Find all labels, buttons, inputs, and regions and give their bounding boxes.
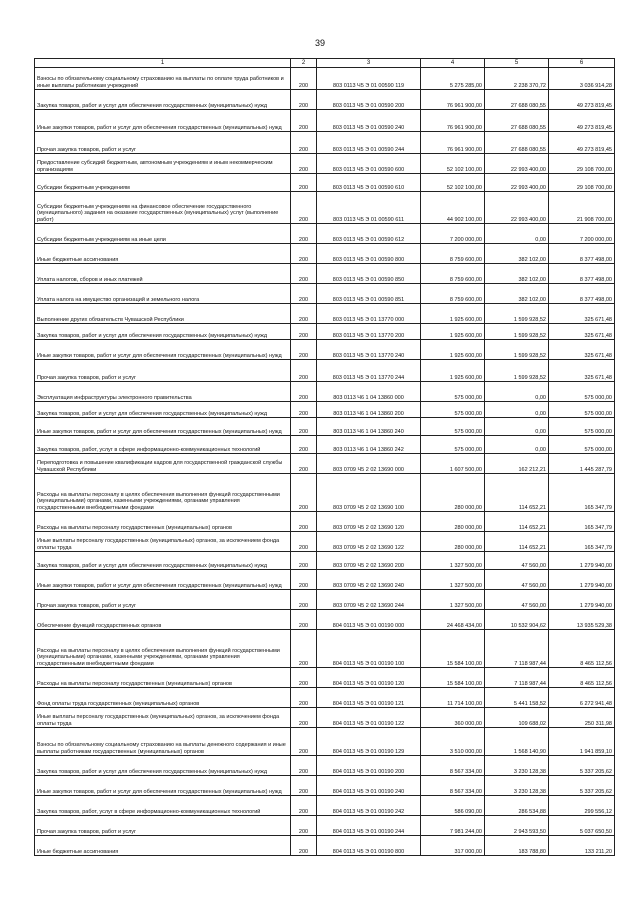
table-cell-code: 803 0113 Ч5 Э 01 00590 851 (317, 284, 421, 304)
table-cell-code: 803 0709 Ч5 2 02 13690 120 (317, 512, 421, 532)
table-cell-approved: 1 925 600,00 (421, 304, 485, 324)
table-row (35, 708, 615, 728)
table-cell-name: Иные бюджетные ассигнования (35, 836, 291, 856)
table-cell-remaining: 250 311,98 (549, 708, 615, 728)
table-cell-name: Субсидии бюджетным учреждениям на финансовое обеспечение государственного (муниципального) задания на оказание государственных (муниципальных) услуг (выполнение работ) (35, 192, 291, 224)
table-row (35, 264, 615, 284)
table-cell-approved: 7 981 244,00 (421, 816, 485, 836)
table-cell-section: 200 (291, 610, 317, 630)
table-cell-section: 200 (291, 244, 317, 264)
table-cell-approved: 8 567 334,00 (421, 776, 485, 796)
table-cell-approved: 76 961 900,00 (421, 110, 485, 132)
table-cell-approved: 24 468 434,00 (421, 610, 485, 630)
table-cell-code: 803 0113 Ч6 1 04 13860 200 (317, 402, 421, 418)
table-cell-executed: 0,00 (485, 436, 549, 454)
table-cell-executed: 0,00 (485, 402, 549, 418)
table-cell-approved: 575 000,00 (421, 436, 485, 454)
table-cell-remaining: 5 037 650,50 (549, 816, 615, 836)
table-cell-approved: 8 567 334,00 (421, 756, 485, 776)
table-cell-remaining: 165 347,79 (549, 474, 615, 512)
table-cell-approved: 8 759 600,00 (421, 244, 485, 264)
table-cell-executed: 7 118 987,44 (485, 630, 549, 668)
table-cell-section: 200 (291, 340, 317, 360)
table-cell-code: 803 0709 Ч5 2 02 13690 122 (317, 532, 421, 552)
table-cell-name: Иные закупки товаров, работ и услуг для обеспечения государственных (муниципальных) нужд (35, 340, 291, 360)
table-cell-section: 200 (291, 688, 317, 708)
table-cell-code: 803 0113 Ч5 Э 01 13770 200 (317, 324, 421, 340)
table-cell-remaining: 1 941 859,10 (549, 728, 615, 756)
table-cell-executed: 114 652,21 (485, 532, 549, 552)
table-cell-remaining: 29 108 700,00 (549, 154, 615, 174)
table-row (35, 728, 615, 756)
table-cell-code: 804 0113 Ч5 Э 01 00190 122 (317, 708, 421, 728)
table-cell-remaining: 1 279 940,00 (549, 570, 615, 590)
table-cell-code: 803 0113 Ч5 Э 01 00590 119 (317, 68, 421, 90)
table-cell-code: 803 0113 Ч6 1 04 13860 240 (317, 418, 421, 436)
table-cell-code: 803 0113 Ч6 1 04 13860 242 (317, 436, 421, 454)
table-cell-code: 803 0113 Ч5 Э 01 00590 200 (317, 90, 421, 110)
table-row (35, 110, 615, 132)
table-cell-section: 200 (291, 570, 317, 590)
table-cell-approved: 52 102 100,00 (421, 174, 485, 192)
table-row (35, 418, 615, 436)
table-cell-remaining: 133 211,20 (549, 836, 615, 856)
table-cell-executed: 27 688 080,55 (485, 90, 549, 110)
table-row (35, 816, 615, 836)
table-cell-code: 804 0113 Ч5 Э 01 00190 240 (317, 776, 421, 796)
table-cell-name: Предоставление субсидий бюджетным, автономным учреждениям и иным некоммерческим организациям (35, 154, 291, 174)
table-cell-executed: 0,00 (485, 382, 549, 402)
table-cell-executed: 382 102,00 (485, 284, 549, 304)
table-cell-section: 200 (291, 708, 317, 728)
table-row (35, 512, 615, 532)
table-row (35, 454, 615, 474)
table-cell-code: 804 0113 Ч5 Э 01 00190 129 (317, 728, 421, 756)
table-cell-approved: 575 000,00 (421, 402, 485, 418)
table-row (35, 836, 615, 856)
table-cell-remaining: 49 273 819,45 (549, 90, 615, 110)
table-cell-name: Иные закупки товаров, работ и услуг для обеспечения государственных (муниципальных) нужд (35, 110, 291, 132)
table-cell-name: Субсидии бюджетным учреждениям (35, 174, 291, 192)
table-cell-section: 200 (291, 816, 317, 836)
table-cell-section: 200 (291, 360, 317, 382)
table-cell-name: Иные выплаты персоналу государственных (муниципальных) органов, за исключением фонда оплаты труда (35, 708, 291, 728)
table-cell-name: Расходы на выплаты персоналу в целях обеспечения выполнения функций государственными (муниципальными) органами, казенными учреждениями, органами управления государственными внебюджетными фондами (35, 630, 291, 668)
table-cell-code: 804 0113 Ч5 Э 01 00190 800 (317, 836, 421, 856)
table-cell-approved: 1 327 500,00 (421, 590, 485, 610)
table-cell-remaining: 3 036 914,28 (549, 68, 615, 90)
table-cell-approved: 360 000,00 (421, 708, 485, 728)
table-cell-executed: 1 599 928,52 (485, 324, 549, 340)
table-cell-approved: 586 090,00 (421, 796, 485, 816)
table-cell-remaining: 7 200 000,00 (549, 224, 615, 244)
table-cell-remaining: 575 000,00 (549, 402, 615, 418)
table-cell-approved: 7 200 000,00 (421, 224, 485, 244)
table-cell-executed: 47 560,00 (485, 552, 549, 570)
table-cell-section: 200 (291, 454, 317, 474)
table-cell-code: 803 0113 Ч5 Э 01 00590 800 (317, 244, 421, 264)
table-cell-executed: 382 102,00 (485, 244, 549, 264)
table-row (35, 668, 615, 688)
table-cell-code: 803 0709 Ч5 2 02 13690 240 (317, 570, 421, 590)
table-cell-executed: 2 238 370,72 (485, 68, 549, 90)
table-cell-name: Прочая закупка товаров, работ и услуг (35, 590, 291, 610)
table-cell-name: Прочая закупка товаров, работ и услуг (35, 360, 291, 382)
column-header: 5 (485, 59, 549, 68)
table-cell-section: 200 (291, 192, 317, 224)
table-row (35, 284, 615, 304)
table-cell-name: Выполнение других обязательств Чувашской Республики (35, 304, 291, 324)
table-cell-executed: 10 532 904,62 (485, 610, 549, 630)
table-cell-executed: 22 993 400,00 (485, 192, 549, 224)
table-cell-section: 200 (291, 552, 317, 570)
table-cell-executed: 22 993 400,00 (485, 154, 549, 174)
table-cell-name: Взносы по обязательному социальному страхованию на выплаты по оплате труда работников и иные выплаты работникам учреждений (35, 68, 291, 90)
table-cell-remaining: 49 273 819,45 (549, 110, 615, 132)
table-cell-approved: 3 510 000,00 (421, 728, 485, 756)
table-cell-code: 803 0709 Ч5 2 02 13690 100 (317, 474, 421, 512)
table-row (35, 590, 615, 610)
table-cell-approved: 11 714 100,00 (421, 688, 485, 708)
table-cell-section: 200 (291, 174, 317, 192)
table-cell-code: 803 0113 Ч5 Э 01 00590 611 (317, 192, 421, 224)
table-cell-name: Эксплуатация инфраструктуры электронного правительства (35, 382, 291, 402)
table-cell-approved: 317 000,00 (421, 836, 485, 856)
table-cell-name: Обеспечение функций государственных органов (35, 610, 291, 630)
table-cell-section: 200 (291, 418, 317, 436)
table-cell-name: Субсидии бюджетным учреждениям на иные цели (35, 224, 291, 244)
table-cell-name: Закупка товаров, работ и услуг для обеспечения государственных (муниципальных) нужд (35, 90, 291, 110)
table-row (35, 68, 615, 90)
table-row (35, 192, 615, 224)
table-row (35, 756, 615, 776)
table-cell-executed: 286 534,88 (485, 796, 549, 816)
table-cell-name: Иные закупки товаров, работ и услуг для обеспечения государственных (муниципальных) нужд (35, 776, 291, 796)
table-cell-approved: 15 584 100,00 (421, 630, 485, 668)
table-cell-section: 200 (291, 532, 317, 552)
table-cell-approved: 1 327 500,00 (421, 552, 485, 570)
table-cell-executed: 27 688 080,55 (485, 110, 549, 132)
table-cell-name: Прочая закупка товаров, работ и услуг (35, 132, 291, 154)
column-header: 6 (549, 59, 615, 68)
table-cell-remaining: 165 347,79 (549, 512, 615, 532)
table-cell-executed: 0,00 (485, 418, 549, 436)
table-row (35, 174, 615, 192)
table-cell-section: 200 (291, 630, 317, 668)
table-cell-executed: 3 230 128,38 (485, 776, 549, 796)
table-cell-remaining: 8 465 112,56 (549, 668, 615, 688)
table-cell-remaining: 575 000,00 (549, 418, 615, 436)
table-cell-section: 200 (291, 756, 317, 776)
table-cell-executed: 47 560,00 (485, 590, 549, 610)
column-header: 4 (421, 59, 485, 68)
table-cell-approved: 280 000,00 (421, 474, 485, 512)
table-cell-approved: 1 327 500,00 (421, 570, 485, 590)
table-cell-section: 200 (291, 304, 317, 324)
table-cell-executed: 47 560,00 (485, 570, 549, 590)
table-cell-code: 803 0113 Ч6 1 04 13860 000 (317, 382, 421, 402)
table-row (35, 304, 615, 324)
table-cell-remaining: 5 337 205,62 (549, 756, 615, 776)
table-cell-approved: 1 925 600,00 (421, 340, 485, 360)
table-row (35, 340, 615, 360)
table-cell-name: Переподготовка и повышение квалификации кадров для государственной гражданской службы Чувашской Республики (35, 454, 291, 474)
table-cell-executed: 7 118 987,44 (485, 668, 549, 688)
table-row (35, 360, 615, 382)
table-cell-remaining: 575 000,00 (549, 436, 615, 454)
table-cell-name: Прочая закупка товаров, работ и услуг (35, 816, 291, 836)
table-cell-name: Расходы на выплаты персоналу государственных (муниципальных) органов (35, 668, 291, 688)
table-cell-executed: 0,00 (485, 224, 549, 244)
table-cell-code: 803 0113 Ч5 Э 01 00590 610 (317, 174, 421, 192)
table-cell-section: 200 (291, 68, 317, 90)
table-cell-code: 804 0113 Ч5 Э 01 00190 244 (317, 816, 421, 836)
table-cell-executed: 2 943 593,50 (485, 816, 549, 836)
table-cell-section: 200 (291, 436, 317, 454)
table-cell-name: Иные выплаты персоналу государственных (муниципальных) органов, за исключением фонда оплаты труда (35, 532, 291, 552)
table-row (35, 402, 615, 418)
table-cell-code: 803 0113 Ч5 Э 01 00590 612 (317, 224, 421, 244)
table-cell-remaining: 13 935 529,38 (549, 610, 615, 630)
table-cell-section: 200 (291, 668, 317, 688)
table-cell-code: 803 0113 Ч5 Э 01 00590 240 (317, 110, 421, 132)
table-cell-name: Иные закупки товаров, работ и услуг для обеспечения государственных (муниципальных) нужд (35, 418, 291, 436)
table-cell-approved: 52 102 100,00 (421, 154, 485, 174)
table-cell-remaining: 8 377 498,00 (549, 284, 615, 304)
table-cell-name: Иные закупки товаров, работ и услуг для обеспечения государственных (муниципальных) нужд (35, 570, 291, 590)
table-cell-remaining: 49 273 819,45 (549, 132, 615, 154)
table-cell-remaining: 575 000,00 (549, 382, 615, 402)
table-cell-executed: 1 599 928,52 (485, 360, 549, 382)
table-cell-code: 803 0113 Ч5 Э 01 00590 850 (317, 264, 421, 284)
table-cell-remaining: 165 347,79 (549, 532, 615, 552)
table-cell-section: 200 (291, 284, 317, 304)
table-cell-executed: 1 599 928,52 (485, 340, 549, 360)
table-cell-approved: 1 925 600,00 (421, 324, 485, 340)
table-cell-executed: 1 599 928,52 (485, 304, 549, 324)
table-row (35, 796, 615, 816)
table-cell-approved: 575 000,00 (421, 418, 485, 436)
table-row (35, 474, 615, 512)
table-cell-approved: 1 925 600,00 (421, 360, 485, 382)
table-row (35, 382, 615, 402)
table-cell-executed: 114 652,21 (485, 512, 549, 532)
table-cell-code: 803 0113 Ч5 Э 01 13770 000 (317, 304, 421, 324)
table-cell-approved: 575 000,00 (421, 382, 485, 402)
table-cell-code: 803 0113 Ч5 Э 01 00590 600 (317, 154, 421, 174)
table-row (35, 630, 615, 668)
table-cell-section: 200 (291, 224, 317, 244)
table-cell-code: 804 0113 Ч5 Э 01 00190 120 (317, 668, 421, 688)
table-row (35, 776, 615, 796)
table-cell-remaining: 325 671,48 (549, 304, 615, 324)
table-cell-name: Взносы по обязательному социальному страхованию на выплаты денежного содержания и иные выплаты работникам государственных (муниципальных) органов (35, 728, 291, 756)
table-row (35, 436, 615, 454)
table-cell-section: 200 (291, 110, 317, 132)
table-cell-name: Иные бюджетные ассигнования (35, 244, 291, 264)
table-cell-section: 200 (291, 836, 317, 856)
table-cell-executed: 162 212,21 (485, 454, 549, 474)
table-cell-executed: 109 688,02 (485, 708, 549, 728)
table-cell-name: Закупка товаров, работ и услуг для обеспечения государственных (муниципальных) нужд (35, 402, 291, 418)
table-cell-executed: 27 688 080,55 (485, 132, 549, 154)
table-row (35, 244, 615, 264)
table-row (35, 324, 615, 340)
table-cell-approved: 76 961 900,00 (421, 90, 485, 110)
table-cell-remaining: 6 272 941,48 (549, 688, 615, 708)
table-cell-section: 200 (291, 590, 317, 610)
table-cell-remaining: 1 279 940,00 (549, 552, 615, 570)
table-cell-section: 200 (291, 728, 317, 756)
table-cell-executed: 5 441 158,52 (485, 688, 549, 708)
table-cell-name: Закупка товаров, работ, услуг в сфере информационно-коммуникационных технологий (35, 436, 291, 454)
column-header: 3 (317, 59, 421, 68)
column-header: 2 (291, 59, 317, 68)
table-row (35, 154, 615, 174)
table-cell-code: 803 0113 Ч5 Э 01 13770 244 (317, 360, 421, 382)
table-cell-executed: 22 993 400,00 (485, 174, 549, 192)
table-row (35, 552, 615, 570)
table-cell-executed: 382 102,00 (485, 264, 549, 284)
table-cell-code: 804 0113 Ч5 Э 01 00190 000 (317, 610, 421, 630)
table-cell-section: 200 (291, 402, 317, 418)
table-cell-executed: 114 652,21 (485, 474, 549, 512)
table-cell-name: Уплата налога на имущество организаций и земельного налога (35, 284, 291, 304)
table-cell-approved: 76 961 900,00 (421, 132, 485, 154)
table-cell-executed: 183 788,80 (485, 836, 549, 856)
table-cell-code: 803 0113 Ч5 Э 01 00590 244 (317, 132, 421, 154)
table-row (35, 570, 615, 590)
table-cell-code: 803 0709 Ч5 2 02 13690 000 (317, 454, 421, 474)
table-cell-approved: 8 759 600,00 (421, 264, 485, 284)
table-row (35, 90, 615, 110)
table-cell-approved: 44 902 100,00 (421, 192, 485, 224)
table-cell-approved: 5 275 285,00 (421, 68, 485, 90)
table-cell-code: 804 0113 Ч5 Э 01 00190 121 (317, 688, 421, 708)
table-row (35, 532, 615, 552)
table-cell-remaining: 8 377 498,00 (549, 264, 615, 284)
table-cell-name: Расходы на выплаты персоналу в целях обеспечения выполнения функций государственными (муниципальными) органами, казенными учреждениями, органами управления государственными внебюджетными фондами (35, 474, 291, 512)
table-cell-executed: 3 230 128,38 (485, 756, 549, 776)
table-cell-remaining: 325 671,48 (549, 360, 615, 382)
table-cell-remaining: 5 337 205,62 (549, 776, 615, 796)
table-cell-section: 200 (291, 512, 317, 532)
table-cell-approved: 280 000,00 (421, 512, 485, 532)
table-cell-name: Расходы на выплаты персоналу государственных (муниципальных) органов (35, 512, 291, 532)
table-cell-section: 200 (291, 474, 317, 512)
table-cell-name: Закупка товаров, работ и услуг для обеспечения государственных (муниципальных) нужд (35, 756, 291, 776)
table-cell-name: Закупка товаров, работ, услуг в сфере информационно-коммуникационных технологий (35, 796, 291, 816)
table-cell-executed: 1 568 140,90 (485, 728, 549, 756)
table-cell-remaining: 1 445 287,79 (549, 454, 615, 474)
table-cell-name: Закупка товаров, работ и услуг для обеспечения государственных (муниципальных) нужд (35, 324, 291, 340)
table-cell-name: Закупка товаров, работ и услуг для обеспечения государственных (муниципальных) нужд (35, 552, 291, 570)
table-cell-remaining: 299 556,12 (549, 796, 615, 816)
table-cell-code: 803 0709 Ч5 2 02 13690 244 (317, 590, 421, 610)
table-cell-approved: 1 607 500,00 (421, 454, 485, 474)
table-row (35, 610, 615, 630)
table-cell-code: 804 0113 Ч5 Э 01 00190 200 (317, 756, 421, 776)
table-cell-code: 804 0113 Ч5 Э 01 00190 100 (317, 630, 421, 668)
table-cell-code: 803 0113 Ч5 Э 01 13770 240 (317, 340, 421, 360)
table-cell-section: 200 (291, 132, 317, 154)
table-cell-remaining: 325 671,48 (549, 324, 615, 340)
table-row (35, 688, 615, 708)
table-cell-remaining: 8 465 112,56 (549, 630, 615, 668)
page-number: 39 (314, 38, 325, 48)
table-cell-section: 200 (291, 324, 317, 340)
budget-table (34, 58, 615, 856)
table-cell-code: 803 0709 Ч5 2 02 13690 200 (317, 552, 421, 570)
table-cell-name: Уплата налогов, сборов и иных платежей (35, 264, 291, 284)
table-cell-section: 200 (291, 796, 317, 816)
table-row (35, 224, 615, 244)
table-cell-section: 200 (291, 154, 317, 174)
table-row (35, 132, 615, 154)
table-cell-name: Фонд оплаты труда государственных (муниципальных) органов (35, 688, 291, 708)
table-cell-section: 200 (291, 264, 317, 284)
table-cell-code: 804 0113 Ч5 Э 01 00190 242 (317, 796, 421, 816)
table-cell-remaining: 325 671,48 (549, 340, 615, 360)
table-cell-approved: 280 000,00 (421, 532, 485, 552)
column-header: 1 (35, 59, 291, 68)
table-cell-remaining: 29 108 700,00 (549, 174, 615, 192)
table-cell-remaining: 21 908 700,00 (549, 192, 615, 224)
header-row (35, 59, 615, 68)
table-cell-approved: 15 584 100,00 (421, 668, 485, 688)
table-cell-section: 200 (291, 90, 317, 110)
table-cell-remaining: 8 377 498,00 (549, 244, 615, 264)
table-cell-approved: 8 759 600,00 (421, 284, 485, 304)
table-cell-section: 200 (291, 382, 317, 402)
table-cell-section: 200 (291, 776, 317, 796)
table-cell-remaining: 1 279 940,00 (549, 590, 615, 610)
